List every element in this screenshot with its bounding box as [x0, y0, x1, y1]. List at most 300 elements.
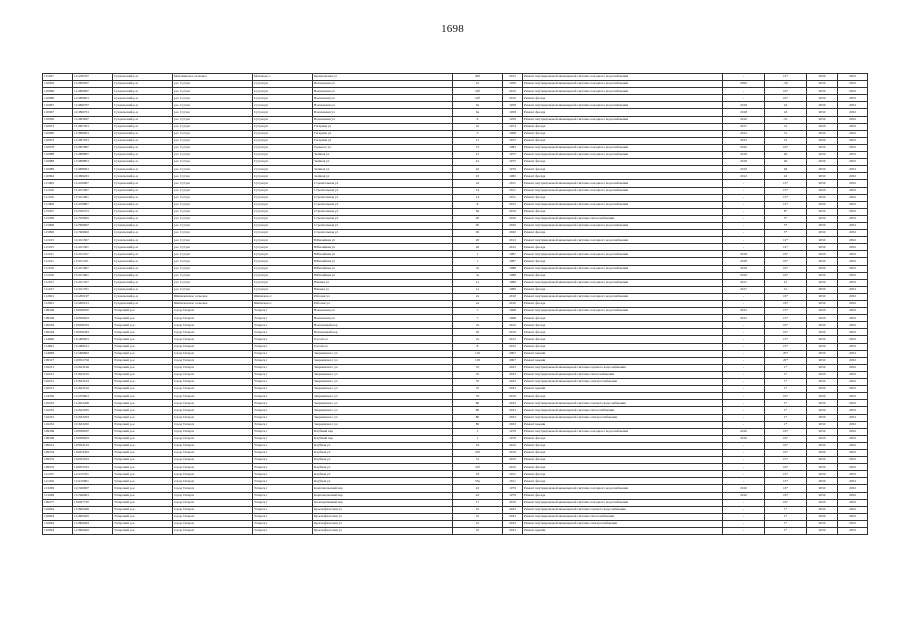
table-row [43, 506, 868, 513]
cell-municipality: Шипиловское сельское [173, 293, 253, 300]
table-row [43, 286, 868, 293]
cell-repair-work: Ремонт внутридомовой инженерной системы холодного водоснабжения [523, 180, 723, 187]
table-row [43, 194, 868, 201]
cell-prior-repair-year: - [723, 194, 765, 201]
cell-repair-work: Ремонт фасада [523, 471, 723, 478]
cell-house-id: 113269 [43, 485, 73, 492]
cell-record-code: 110956907 [73, 428, 113, 435]
cell-prior-repair-year: - [723, 471, 765, 478]
cell-district: Татарский р-н [113, 322, 173, 329]
cell-district: Татарский р-н [113, 357, 173, 364]
cell-street: Юбилейная ул [313, 244, 453, 251]
cell-street: Вокзальный пер [313, 322, 453, 329]
cell-district: Татарский р-н [113, 435, 173, 442]
cell-plan-start-year: 2050 [807, 102, 838, 109]
cell-municipality: р.п. Сугуш [173, 102, 253, 109]
cell-street: Рабочая ул [313, 293, 453, 300]
cell-house-number: 35 [453, 364, 503, 371]
cell-municipality: город Татарск [173, 407, 253, 414]
cell-prior-repair-year: - [723, 350, 765, 357]
cell-house-number: 75 [453, 144, 503, 151]
cell-plan-end-year: 2052 [838, 350, 868, 357]
cell-plan-start-year: 2050 [807, 464, 838, 471]
cell-locality: Татарск г [253, 513, 313, 520]
cell-street: Строительная ул [313, 194, 453, 201]
cell-municipality: город Татарск [173, 471, 253, 478]
table-row [43, 471, 868, 478]
cell-locality: Татарск г [253, 435, 313, 442]
cell-municipality: город Татарск [173, 513, 253, 520]
cell-house-id: 116094 [43, 520, 73, 527]
cell-plan-start-year: 2050 [807, 237, 838, 244]
cell-district: Суздальский р-н [113, 166, 173, 173]
cell-district: Суздальский р-н [113, 286, 173, 293]
table-row [43, 95, 868, 102]
cell-street: Вокзальная ул [313, 88, 453, 95]
cell-house-number: 14 [453, 194, 503, 201]
cell-repair-work: Ремонт крыши [523, 386, 723, 393]
cell-house-number: 9б [453, 215, 503, 222]
cell-depreciation: 26 [765, 152, 807, 159]
cell-street: Строительная ул [313, 180, 453, 187]
cell-locality: Татарск г [253, 308, 313, 315]
cell-plan-end-year: 2052 [838, 520, 868, 527]
cell-record-code: 110956401 [73, 329, 113, 336]
cell-plan-end-year: 2052 [838, 400, 868, 407]
cell-street: Закраинского ул [313, 357, 453, 364]
cell-prior-repair-year: - [723, 222, 765, 229]
cell-repair-work: Ремонт внутридомовой инженерной системы холодного водоснабжения [523, 485, 723, 492]
cell-depreciation: 20* [765, 350, 807, 357]
cell-house-number: 33а [453, 478, 503, 485]
cell-build-year: 2011 [503, 187, 523, 194]
cell-district: Татарский р-н [113, 400, 173, 407]
cell-depreciation: 16* [765, 258, 807, 265]
cell-house-number: 1 [453, 251, 503, 258]
table-row [43, 478, 868, 485]
cell-record-code: 111095957 [73, 81, 113, 88]
table-row [43, 336, 868, 343]
cell-plan-start-year: 2050 [807, 109, 838, 116]
cell-repair-work: Ремонт фасада [523, 336, 723, 343]
cell-street: Закраинского ул [313, 400, 453, 407]
cell-build-year: 2020 [503, 230, 523, 237]
cell-depreciation: 21 [765, 279, 807, 286]
cell-repair-work: Ремонт внутридомовой инженерной системы холодного водоснабжения [523, 251, 723, 258]
cell-municipality: р.п. Сугуш [173, 201, 253, 208]
table-row [43, 315, 868, 322]
cell-plan-end-year: 2052 [838, 215, 868, 222]
cell-prior-repair-year: - [723, 499, 765, 506]
cell-plan-start-year: 2050 [807, 421, 838, 428]
cell-prior-repair-year: 2018 [723, 258, 765, 265]
cell-plan-end-year: 2052 [838, 421, 868, 428]
cell-depreciation: 1* [765, 506, 807, 513]
cell-district: Татарский р-н [113, 492, 173, 499]
cell-locality: Сугуш рп [253, 258, 313, 265]
cell-depreciation: 3* [765, 230, 807, 237]
cell-house-id: 114690 [43, 336, 73, 343]
cell-house-number: 1 [453, 435, 503, 442]
cell-municipality: р.п. Сугуш [173, 95, 253, 102]
cell-prior-repair-year: - [723, 457, 765, 464]
cell-prior-repair-year: 2019 [723, 265, 765, 272]
cell-district: Суздальский р-н [113, 201, 173, 208]
cell-prior-repair-year: - [723, 95, 765, 102]
cell-repair-work: Ремонт внутридомовой инженерной системы холодного водоснабжения [523, 74, 723, 81]
cell-repair-work: Ремонт фасада [523, 435, 723, 442]
cell-plan-end-year: 2052 [838, 222, 868, 229]
cell-prior-repair-year: - [723, 478, 765, 485]
cell-repair-work: Ремонт внутридомовой инженерной системы холодного водоснабжения [523, 499, 723, 506]
cell-district: Татарский р-н [113, 421, 173, 428]
cell-house-id: 111257 [43, 471, 73, 478]
cell-prior-repair-year: 2017 [723, 279, 765, 286]
cell-prior-repair-year: 2050 [723, 81, 765, 88]
cell-house-id: 109569 [43, 435, 73, 442]
cell-depreciation: 16* [765, 442, 807, 449]
cell-house-id: 115506 [43, 215, 73, 222]
cell-district: Суздальский р-н [113, 81, 173, 88]
cell-house-id: 110967 [43, 102, 73, 109]
cell-house-number: 7 [453, 315, 503, 322]
cell-record-code: 111326901 [73, 492, 113, 499]
cell-house-number: 10б [453, 88, 503, 95]
cell-municipality: р.п. Сугуш [173, 244, 253, 251]
cell-municipality: р.п. Сугуш [173, 215, 253, 222]
table-row [43, 244, 868, 251]
table-row [43, 485, 868, 492]
cell-repair-work: Ремонт внутридомовой инженерной системы холодного водоснабжения [523, 237, 723, 244]
cell-plan-end-year: 2052 [838, 449, 868, 456]
cell-house-number: 116 [453, 350, 503, 357]
table-row [43, 230, 868, 237]
table-row [43, 343, 868, 350]
cell-depreciation: 13* [765, 180, 807, 187]
cell-street: Зелёная ул [313, 166, 453, 173]
cell-municipality: р.п. Сугуш [173, 81, 253, 88]
cell-depreciation: 13* [765, 336, 807, 343]
cell-locality: Сугуш рп [253, 173, 313, 180]
cell-street: Вокзальная ул [313, 308, 453, 315]
cell-house-number: 41 [453, 152, 503, 159]
cell-locality: Сугуш рп [253, 244, 313, 251]
cell-plan-end-year: 2052 [838, 343, 868, 350]
cell-record-code: 111101107 [73, 251, 113, 258]
cell-municipality: город Татарск [173, 528, 253, 535]
cell-house-id: 115996 [43, 230, 73, 237]
cell-municipality: р.п. Сугуш [173, 144, 253, 151]
cell-build-year: 2010 [503, 442, 523, 449]
cell-plan-end-year: 2052 [838, 329, 868, 336]
cell-plan-end-year: 2052 [838, 201, 868, 208]
cell-build-year: 2012 [503, 244, 523, 251]
cell-house-number: 80 [453, 407, 503, 414]
cell-street: Краснофлотская ул [313, 513, 453, 520]
cell-house-id: 110988 [43, 159, 73, 166]
cell-prior-repair-year: 2010 [723, 144, 765, 151]
table-row [43, 201, 868, 208]
cell-street: Закраинского ул [313, 386, 453, 393]
cell-build-year: 2023 [503, 421, 523, 428]
cell-house-id: 110966 [43, 88, 73, 95]
cell-municipality: город Татарск [173, 464, 253, 471]
table-row [43, 144, 868, 151]
cell-plan-start-year: 2050 [807, 329, 838, 336]
cell-plan-start-year: 2050 [807, 520, 838, 527]
table-row [43, 137, 868, 144]
cell-prior-repair-year: - [723, 187, 765, 194]
cell-plan-start-year: 2050 [807, 286, 838, 293]
table-row [43, 166, 868, 173]
cell-repair-work: Ремонт внутридомовой инженерной системы холодного водоснабжения [523, 116, 723, 123]
cell-district: Татарский р-н [113, 471, 173, 478]
cell-prior-repair-year: 2012 [723, 315, 765, 322]
cell-house-id: 116232 [43, 407, 73, 414]
cell-municipality: р.п. Сугуш [173, 159, 253, 166]
cell-plan-start-year: 2050 [807, 350, 838, 357]
cell-record-code: 110953401 [73, 449, 113, 456]
cell-depreciation: 16* [765, 393, 807, 400]
table-row [43, 173, 868, 180]
cell-house-number: 80 [453, 421, 503, 428]
cell-municipality: город Татарск [173, 435, 253, 442]
cell-district: Суздальский р-н [113, 102, 173, 109]
cell-prior-repair-year: 2010 [723, 428, 765, 435]
cell-house-number: 10 [453, 123, 503, 130]
cell-locality: Сугуш рп [253, 237, 313, 244]
cell-municipality: город Татарск [173, 421, 253, 428]
cell-record-code: 111623105 [73, 371, 113, 378]
cell-house-number: 29б [453, 74, 503, 81]
cell-plan-end-year: 2052 [838, 95, 868, 102]
cell-depreciation: 16* [765, 251, 807, 258]
cell-district: Суздальский р-н [113, 222, 173, 229]
cell-house-number: 2б [453, 329, 503, 336]
cell-municipality: р.п. Сугуш [173, 109, 253, 116]
cell-record-code: 111623102 [73, 386, 113, 393]
cell-locality: Сугуш рп [253, 166, 313, 173]
cell-house-id: 110956 [43, 116, 73, 123]
cell-prior-repair-year: 2017 [723, 286, 765, 293]
cell-house-id: 111008 [43, 201, 73, 208]
cell-plan-end-year: 2052 [838, 272, 868, 279]
cell-plan-start-year: 2050 [807, 123, 838, 130]
cell-locality: Татарск г [253, 393, 313, 400]
cell-repair-work: Ремонт внутридомовой инженерной системы теплоснабжения [523, 513, 723, 520]
table-row [43, 421, 868, 428]
cell-plan-start-year: 2050 [807, 244, 838, 251]
cell-locality: Татарск г [253, 407, 313, 414]
cell-build-year: 2011 [503, 478, 523, 485]
cell-plan-end-year: 2052 [838, 102, 868, 109]
table-row [43, 152, 868, 159]
cell-depreciation: 13* [765, 187, 807, 194]
cell-district: Суздальский р-н [113, 187, 173, 194]
cell-house-id: 110960 [43, 130, 73, 137]
cell-house-id: 111016 [43, 265, 73, 272]
table-row [43, 130, 868, 137]
cell-plan-start-year: 2050 [807, 81, 838, 88]
cell-house-id: 110959 [43, 81, 73, 88]
cell-district: Татарский р-н [113, 308, 173, 315]
cell-repair-work: Ремонт фасада [523, 258, 723, 265]
cell-record-code: 111096607 [73, 88, 113, 95]
cell-locality: Татарск г [253, 485, 313, 492]
cell-street: Гоголя ул [313, 343, 453, 350]
table-row [43, 428, 868, 435]
table-row [43, 74, 868, 81]
table-row [43, 513, 868, 520]
cell-depreciation: 16* [765, 329, 807, 336]
cell-municipality: р.п. Сугуш [173, 187, 253, 194]
cell-district: Суздальский р-н [113, 116, 173, 123]
cell-plan-start-year: 2050 [807, 371, 838, 378]
cell-build-year: 2023 [503, 528, 523, 535]
cell-street: Клубная ул [313, 464, 453, 471]
cell-plan-start-year: 2050 [807, 343, 838, 350]
cell-prior-repair-year: - [723, 379, 765, 386]
cell-locality: Татарск г [253, 371, 313, 378]
cell-depreciation: 51 [765, 130, 807, 137]
cell-plan-end-year: 2052 [838, 251, 868, 258]
cell-locality: Татарск г [253, 386, 313, 393]
cell-record-code: 111101501 [73, 244, 113, 251]
cell-record-code: 110956301 [73, 322, 113, 329]
cell-district: Татарский р-н [113, 520, 173, 527]
cell-prior-repair-year: - [723, 244, 765, 251]
cell-depreciation: 1* [765, 528, 807, 535]
cell-prior-repair-year: - [723, 336, 765, 343]
cell-municipality: р.п. Сугуш [173, 230, 253, 237]
cell-plan-end-year: 2052 [838, 244, 868, 251]
cell-district: Татарский р-н [113, 485, 173, 492]
cell-depreciation: 16* [765, 485, 807, 492]
cell-repair-work: Ремонт внутридомовой инженерной системы холодного водоснабжения [523, 279, 723, 286]
cell-repair-work: Ремонт внутридомовой инженерной системы холодного водоснабжения [523, 144, 723, 151]
cell-locality: Сугуш рп [253, 123, 313, 130]
cell-municipality: город Татарск [173, 414, 253, 421]
cell-depreciation: 1* [765, 379, 807, 386]
cell-street: Закраинского ул [313, 421, 453, 428]
cell-repair-work: Ремонт фасада [523, 137, 723, 144]
cell-build-year: 2010 [503, 499, 523, 506]
cell-street: Юбилейная ул [313, 265, 453, 272]
cell-repair-work: Ремонт фасада [523, 159, 723, 166]
cell-house-id: 113269 [43, 492, 73, 499]
cell-repair-work: Ремонт крыши [523, 357, 723, 364]
cell-house-id: 111010 [43, 187, 73, 194]
cell-prior-repair-year: - [723, 414, 765, 421]
cell-build-year: 2010 [503, 322, 523, 329]
cell-build-year: 1975 [503, 152, 523, 159]
cell-house-id: 109532 [43, 457, 73, 464]
cell-municipality: город Татарск [173, 428, 253, 435]
cell-municipality: р.п. Сугуш [173, 272, 253, 279]
table-row [43, 208, 868, 215]
cell-build-year: 2010 [503, 449, 523, 456]
cell-build-year: 2012 [503, 336, 523, 343]
cell-build-year: 1987 [503, 258, 523, 265]
cell-house-id: 109541 [43, 442, 73, 449]
cell-prior-repair-year: - [723, 301, 765, 308]
cell-record-code: 111469802 [73, 350, 113, 357]
cell-plan-start-year: 2050 [807, 301, 838, 308]
cell-plan-start-year: 2050 [807, 478, 838, 485]
cell-house-id: 110989 [43, 166, 73, 173]
cell-house-id: 110988 [43, 152, 73, 159]
cell-street: Зелёная ул [313, 152, 453, 159]
cell-depreciation: 8* [765, 208, 807, 215]
cell-locality: Сугуш рп [253, 187, 313, 194]
cell-build-year: 1979 [503, 485, 523, 492]
cell-district: Татарский р-н [113, 371, 173, 378]
cell-depreciation: 13* [765, 315, 807, 322]
cell-repair-work: Ремонт фасада [523, 194, 723, 201]
cell-plan-end-year: 2052 [838, 130, 868, 137]
table-row [43, 102, 868, 109]
cell-house-id: 110992 [43, 173, 73, 180]
cell-plan-end-year: 2052 [838, 435, 868, 442]
cell-plan-end-year: 2052 [838, 528, 868, 535]
cell-district: Татарский р-н [113, 315, 173, 322]
cell-house-id: 110978 [43, 144, 73, 151]
cell-street: Горького ул [313, 144, 453, 151]
cell-record-code: 111098807 [73, 152, 113, 159]
table-row [43, 187, 868, 194]
cell-plan-end-year: 2052 [838, 364, 868, 371]
cell-district: Суздальский р-н [113, 244, 173, 251]
cell-prior-repair-year: - [723, 357, 765, 364]
cell-depreciation: 1* [765, 386, 807, 393]
cell-repair-work: Ремонт внутридомовой инженерной системы теплоснабжения [523, 407, 723, 414]
cell-plan-end-year: 2052 [838, 81, 868, 88]
cell-municipality: р.п. Сугуш [173, 173, 253, 180]
table-row [43, 272, 868, 279]
cell-plan-end-year: 2052 [838, 208, 868, 215]
cell-build-year: 2023 [503, 407, 523, 414]
cell-build-year: 1988 [503, 265, 523, 272]
cell-locality: Татарск г [253, 499, 313, 506]
cell-plan-start-year: 2050 [807, 364, 838, 371]
cell-locality: Сугуш рп [253, 208, 313, 215]
table-row [43, 251, 868, 258]
cell-plan-start-year: 2050 [807, 485, 838, 492]
cell-record-code: 111226707 [73, 74, 113, 81]
table-row [43, 435, 868, 442]
cell-depreciation: -51 [765, 116, 807, 123]
cell-repair-work: Ремонт фасада [523, 322, 723, 329]
cell-house-id: 116231 [43, 371, 73, 378]
table-row [43, 400, 868, 407]
cell-municipality: город Татарск [173, 393, 253, 400]
cell-repair-work: Ремонт фасада [523, 393, 723, 400]
cell-municipality: город Татарск [173, 478, 253, 485]
cell-plan-start-year: 2050 [807, 230, 838, 237]
cell-repair-work: Ремонт фасада [523, 230, 723, 237]
cell-house-number: 3а [453, 272, 503, 279]
cell-house-number: 5 [453, 130, 503, 137]
cell-plan-start-year: 2050 [807, 208, 838, 215]
table-row [43, 222, 868, 229]
cell-district: Татарский р-н [113, 386, 173, 393]
cell-build-year: 2023 [503, 506, 523, 513]
cell-house-id: 111011 [43, 258, 73, 265]
cell-record-code: 111609405 [73, 513, 113, 520]
cell-district: Татарский р-н [113, 506, 173, 513]
cell-plan-start-year: 2050 [807, 400, 838, 407]
cell-locality: Сугуш рп [253, 159, 313, 166]
